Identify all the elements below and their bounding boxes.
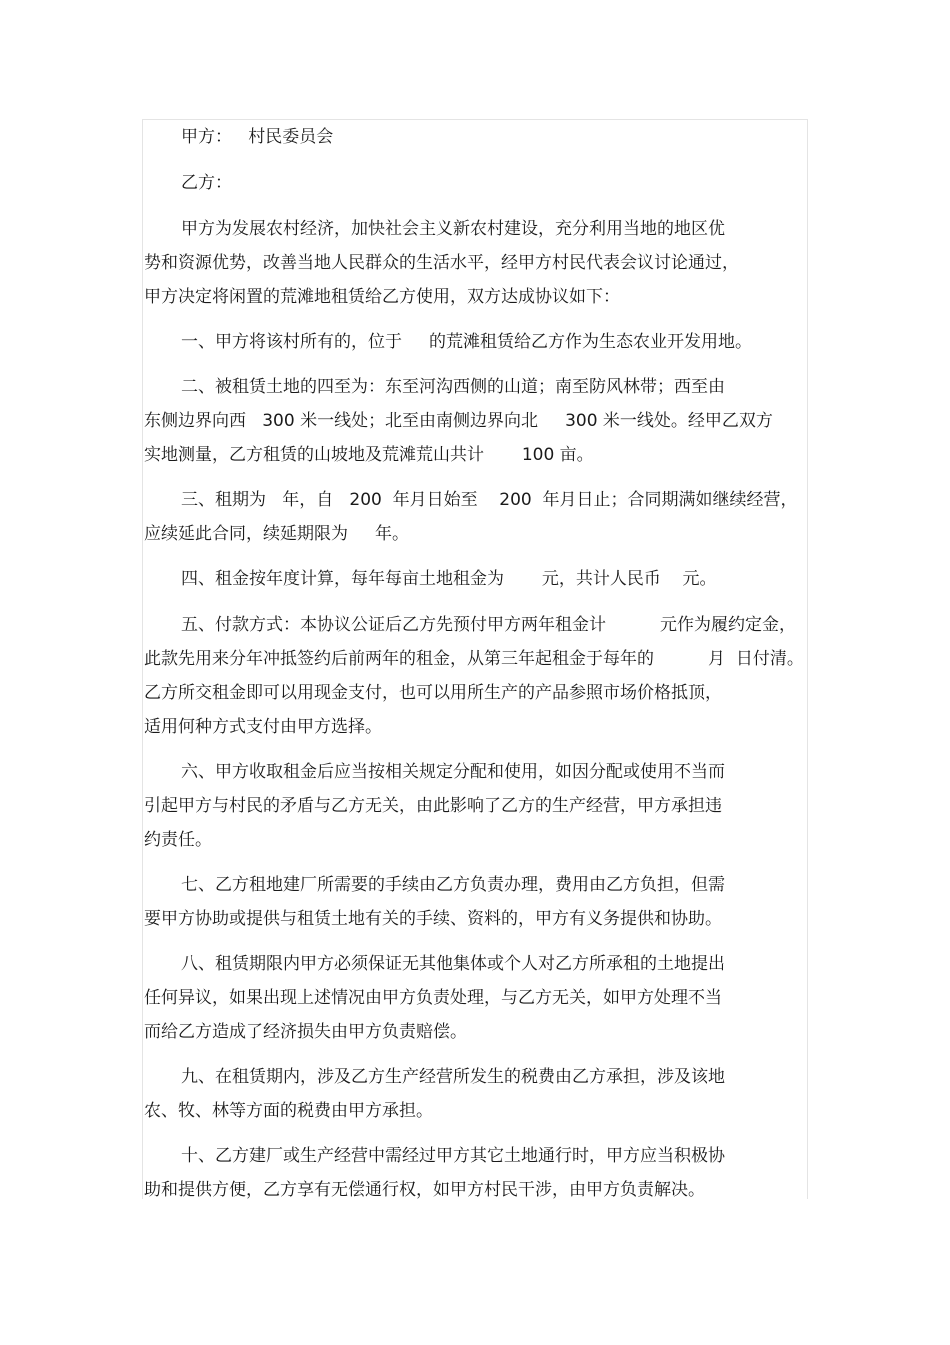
clause-6-line: 引起甲方与村民的矛盾与乙方无关，由此影响了乙方的生产经营，甲方承担违 [144,796,722,816]
clause-10-line: 十、乙方建厂或生产经营中需经过甲方其它土地通行时，甲方应当积极协 [181,1146,725,1166]
clause-5-line: 乙方所交租金即可以用现金支付，也可以用所生产的产品参照市场价格抵顶， [144,683,722,703]
clause-2-line: 实地测量，乙方租赁的山坡地及荒滩荒山共计 100 亩。 [144,445,594,465]
clause-3-line: 应续延此合同，续延期限为 年。 [144,524,410,544]
clause-9-line: 农、牧、林等方面的税费由甲方承担。 [144,1101,433,1121]
clause-3-line: 三、租期为 年，自 200 年月日始至 200 年月日止；合同期满如继续经营， [181,490,798,510]
clause-8-line: 任何异议，如果出现上述情况由甲方负责处理，与乙方无关，如甲方处理不当 [144,988,722,1008]
preamble-line: 势和资源优势，改善当地人民群众的生活水平，经甲方村民代表会议讨论通过， [144,253,739,273]
clause-6-line: 约责任。 [144,830,212,850]
preamble-line: 甲方为发展农村经济，加快社会主义新农村建设，充分利用当地的地区优 [181,219,725,239]
clause-6-line: 六、甲方收取租金后应当按相关规定分配和使用，如因分配或使用不当而 [181,762,725,782]
clause-9-line: 九、在租赁期内，涉及乙方生产经营所发生的税费由乙方承担，涉及该地 [181,1067,725,1087]
party-a-line: 甲方： 村民委员会 [181,127,334,147]
clause-5-line: 五、付款方式：本协议公证后乙方先预付甲方两年租金计 元作为履约定金， [181,615,797,635]
party-b-line: 乙方： [181,173,232,193]
clause-8-line: 八、租赁期限内甲方必须保证无其他集体或个人对乙方所承租的土地提出 [181,954,725,974]
preamble-line: 甲方决定将闲置的荒滩地租赁给乙方使用，双方达成协议如下： [144,287,620,307]
clause-7-line: 七、乙方租地建厂所需要的手续由乙方负责办理，费用由乙方负担，但需 [181,875,725,895]
clause-8-line: 而给乙方造成了经济损失由甲方负责赔偿。 [144,1022,467,1042]
clause-2-line: 二、被租赁土地的四至为：东至河沟西侧的山道；南至防风林带；西至由 [181,377,725,397]
clause-5-line: 适用何种方式支付由甲方选择。 [144,717,382,737]
clause-10-line: 助和提供方便，乙方享有无偿通行权，如甲方村民干涉，由甲方负责解决。 [144,1180,705,1200]
clause-2-line: 东侧边界向西 300 米一线处；北至由南侧边界向北 300 米一线处。经甲乙双方 [144,411,773,431]
clause-5-line: 此款先用来分年冲抵签约后前两年的租金，从第三年起租金于每年的 月 日付清。 [144,649,804,669]
clause-1-line: 一、甲方将该村所有的，位于 的荒滩租赁给乙方作为生态农业开发用地。 [181,332,753,352]
clause-7-line: 要甲方协助或提供与租赁土地有关的手续、资料的，甲方有义务提供和协助。 [144,909,722,929]
clause-4-line: 四、租金按年度计算，每年每亩土地租金为 元，共计人民币 元。 [181,569,717,589]
